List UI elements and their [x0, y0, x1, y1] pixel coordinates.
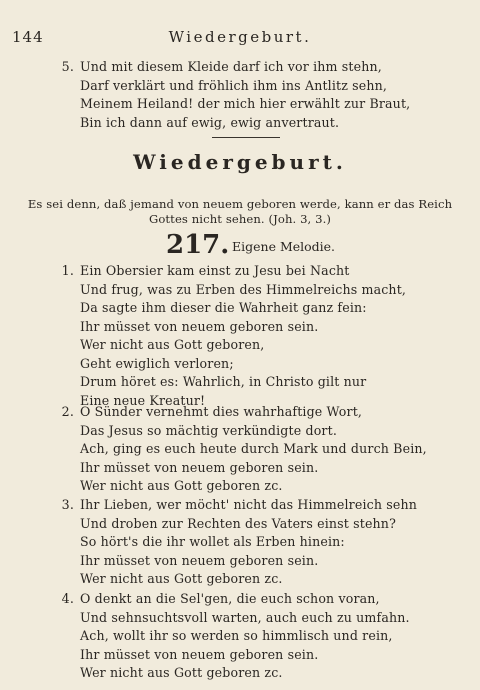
stanza-line-text: Wer nicht aus Gott geboren zc. [80, 478, 283, 493]
stanza-line [0, 262, 480, 281]
stanza-line [0, 646, 480, 665]
stanza-number: 3. [61, 497, 74, 512]
stanza-line-text: Und droben zur Rechten des Vaters einst stehn? [80, 515, 396, 531]
stanza-line-text: Eine neue Kreatur! [80, 392, 206, 408]
page-number: 144 [12, 28, 44, 46]
hymn-stanza [0, 403, 480, 496]
stanza-line-text: Ihr müsset von neuem geboren sein. [80, 318, 319, 334]
section-divider [212, 137, 280, 138]
stanza-line [0, 627, 480, 646]
stanza-line [0, 459, 480, 478]
epigraph-line: Gottes nicht sehen. (Joh. 3, 3.) [148, 212, 332, 226]
stanza-line [0, 403, 480, 422]
stanza-line-text: Ach, wollt ihr so werden so himmlisch und rein, [80, 628, 393, 643]
stanza-line [0, 477, 480, 496]
previous-hymn-stanza [0, 58, 480, 132]
epigraph-line: Es sei denn, daß jemand von neuem geboren werde, kann er das Reich [27, 197, 453, 211]
stanza-line-text: Ihr müsset von neuem geboren sein. [80, 459, 319, 475]
running-title: Wiedergeburt. [168, 28, 312, 46]
stanza-line [0, 318, 480, 337]
stanza-line [0, 281, 480, 300]
stanza-number: 5. [61, 59, 74, 74]
page-header [0, 28, 480, 48]
stanza-line-text: So hört's die ihr wollet als Erben hinein: [80, 534, 345, 549]
stanza-line-text: Da sagte ihm dieser die Wahrheit ganz fein: [80, 300, 367, 315]
stanza-line-text: O Sünder vernehmt dies wahrhaftige Wort, [80, 404, 363, 419]
stanza-number: 4. [61, 591, 74, 606]
stanza-line-text: Und mit diesem Kleide darf ich vor ihm stehn, [80, 59, 382, 74]
stanza-line-text: Und sehnsuchtsvoll warten, auch euch zu umfahn. [80, 609, 410, 625]
stanza-line [0, 373, 480, 392]
stanza-line-text: Geht ewiglich verloren; [80, 355, 234, 371]
stanza-line-text: Wer nicht aus Gott geboren zc. [80, 571, 283, 586]
stanza-line-text: Bin ich dann auf ewig, ewig anvertraut. [80, 114, 340, 130]
stanza-line [0, 609, 480, 628]
stanza-line [0, 95, 480, 114]
stanza-line [0, 336, 480, 355]
hymn-stanza [0, 262, 480, 410]
hymn-number: 217. [166, 230, 230, 260]
stanza-number: 1. [61, 263, 74, 278]
stanza-line [0, 552, 480, 571]
stanza-number: 2. [61, 404, 74, 419]
stanza-line-text: Ach, ging es euch heute durch Mark und durch Bein, [80, 441, 427, 456]
stanza-line-text: Das Jesus so mächtig verkündigte dort. [80, 422, 337, 438]
stanza-line [0, 422, 480, 441]
stanza-line-text: Ihr Lieben, wer möcht' nicht das Himmelreich sehn [80, 497, 417, 512]
hymn-stanza [0, 496, 480, 589]
stanza-line [0, 114, 480, 133]
stanza-line [0, 440, 480, 459]
stanza-line [0, 496, 480, 515]
stanza-line [0, 355, 480, 374]
stanza-line [0, 533, 480, 552]
stanza-line-text: Wer nicht aus Gott geboren, [80, 337, 265, 352]
stanza-line-text: Wer nicht aus Gott geboren zc. [80, 665, 283, 680]
stanza-line [0, 77, 480, 96]
hymn-stanza [0, 590, 480, 683]
stanza-line-text: Ihr müsset von neuem geboren sein. [80, 552, 319, 568]
stanza-line [0, 570, 480, 589]
stanza-line [0, 664, 480, 683]
hymn-melody: Eigene Melodie. [232, 239, 336, 254]
stanza-line [0, 590, 480, 609]
stanza-line-text: Drum höret es: Wahrlich, in Christo gilt nur [80, 374, 367, 389]
stanza-line-text: Und frug, was zu Erben des Himmelreichs macht, [80, 281, 407, 297]
section-title: Wiedergeburt. [133, 150, 347, 174]
stanza-line-text: O denkt an die Sel'gen, die euch schon voran, [80, 591, 380, 606]
stanza-line [0, 58, 480, 77]
epigraph [0, 197, 480, 227]
stanza-line-text: Ihr müsset von neuem geboren sein. [80, 646, 319, 662]
stanza-line-text: Ein Obersier kam einst zu Jesu bei Nacht [80, 263, 350, 278]
stanza-line [0, 299, 480, 318]
stanza-line-text: Meinem Heiland! der mich hier erwählt zur Braut, [80, 96, 411, 111]
stanza-line-text: Darf verklärt und fröhlich ihm ins Antlitz sehn, [80, 77, 388, 93]
stanza-line [0, 515, 480, 534]
